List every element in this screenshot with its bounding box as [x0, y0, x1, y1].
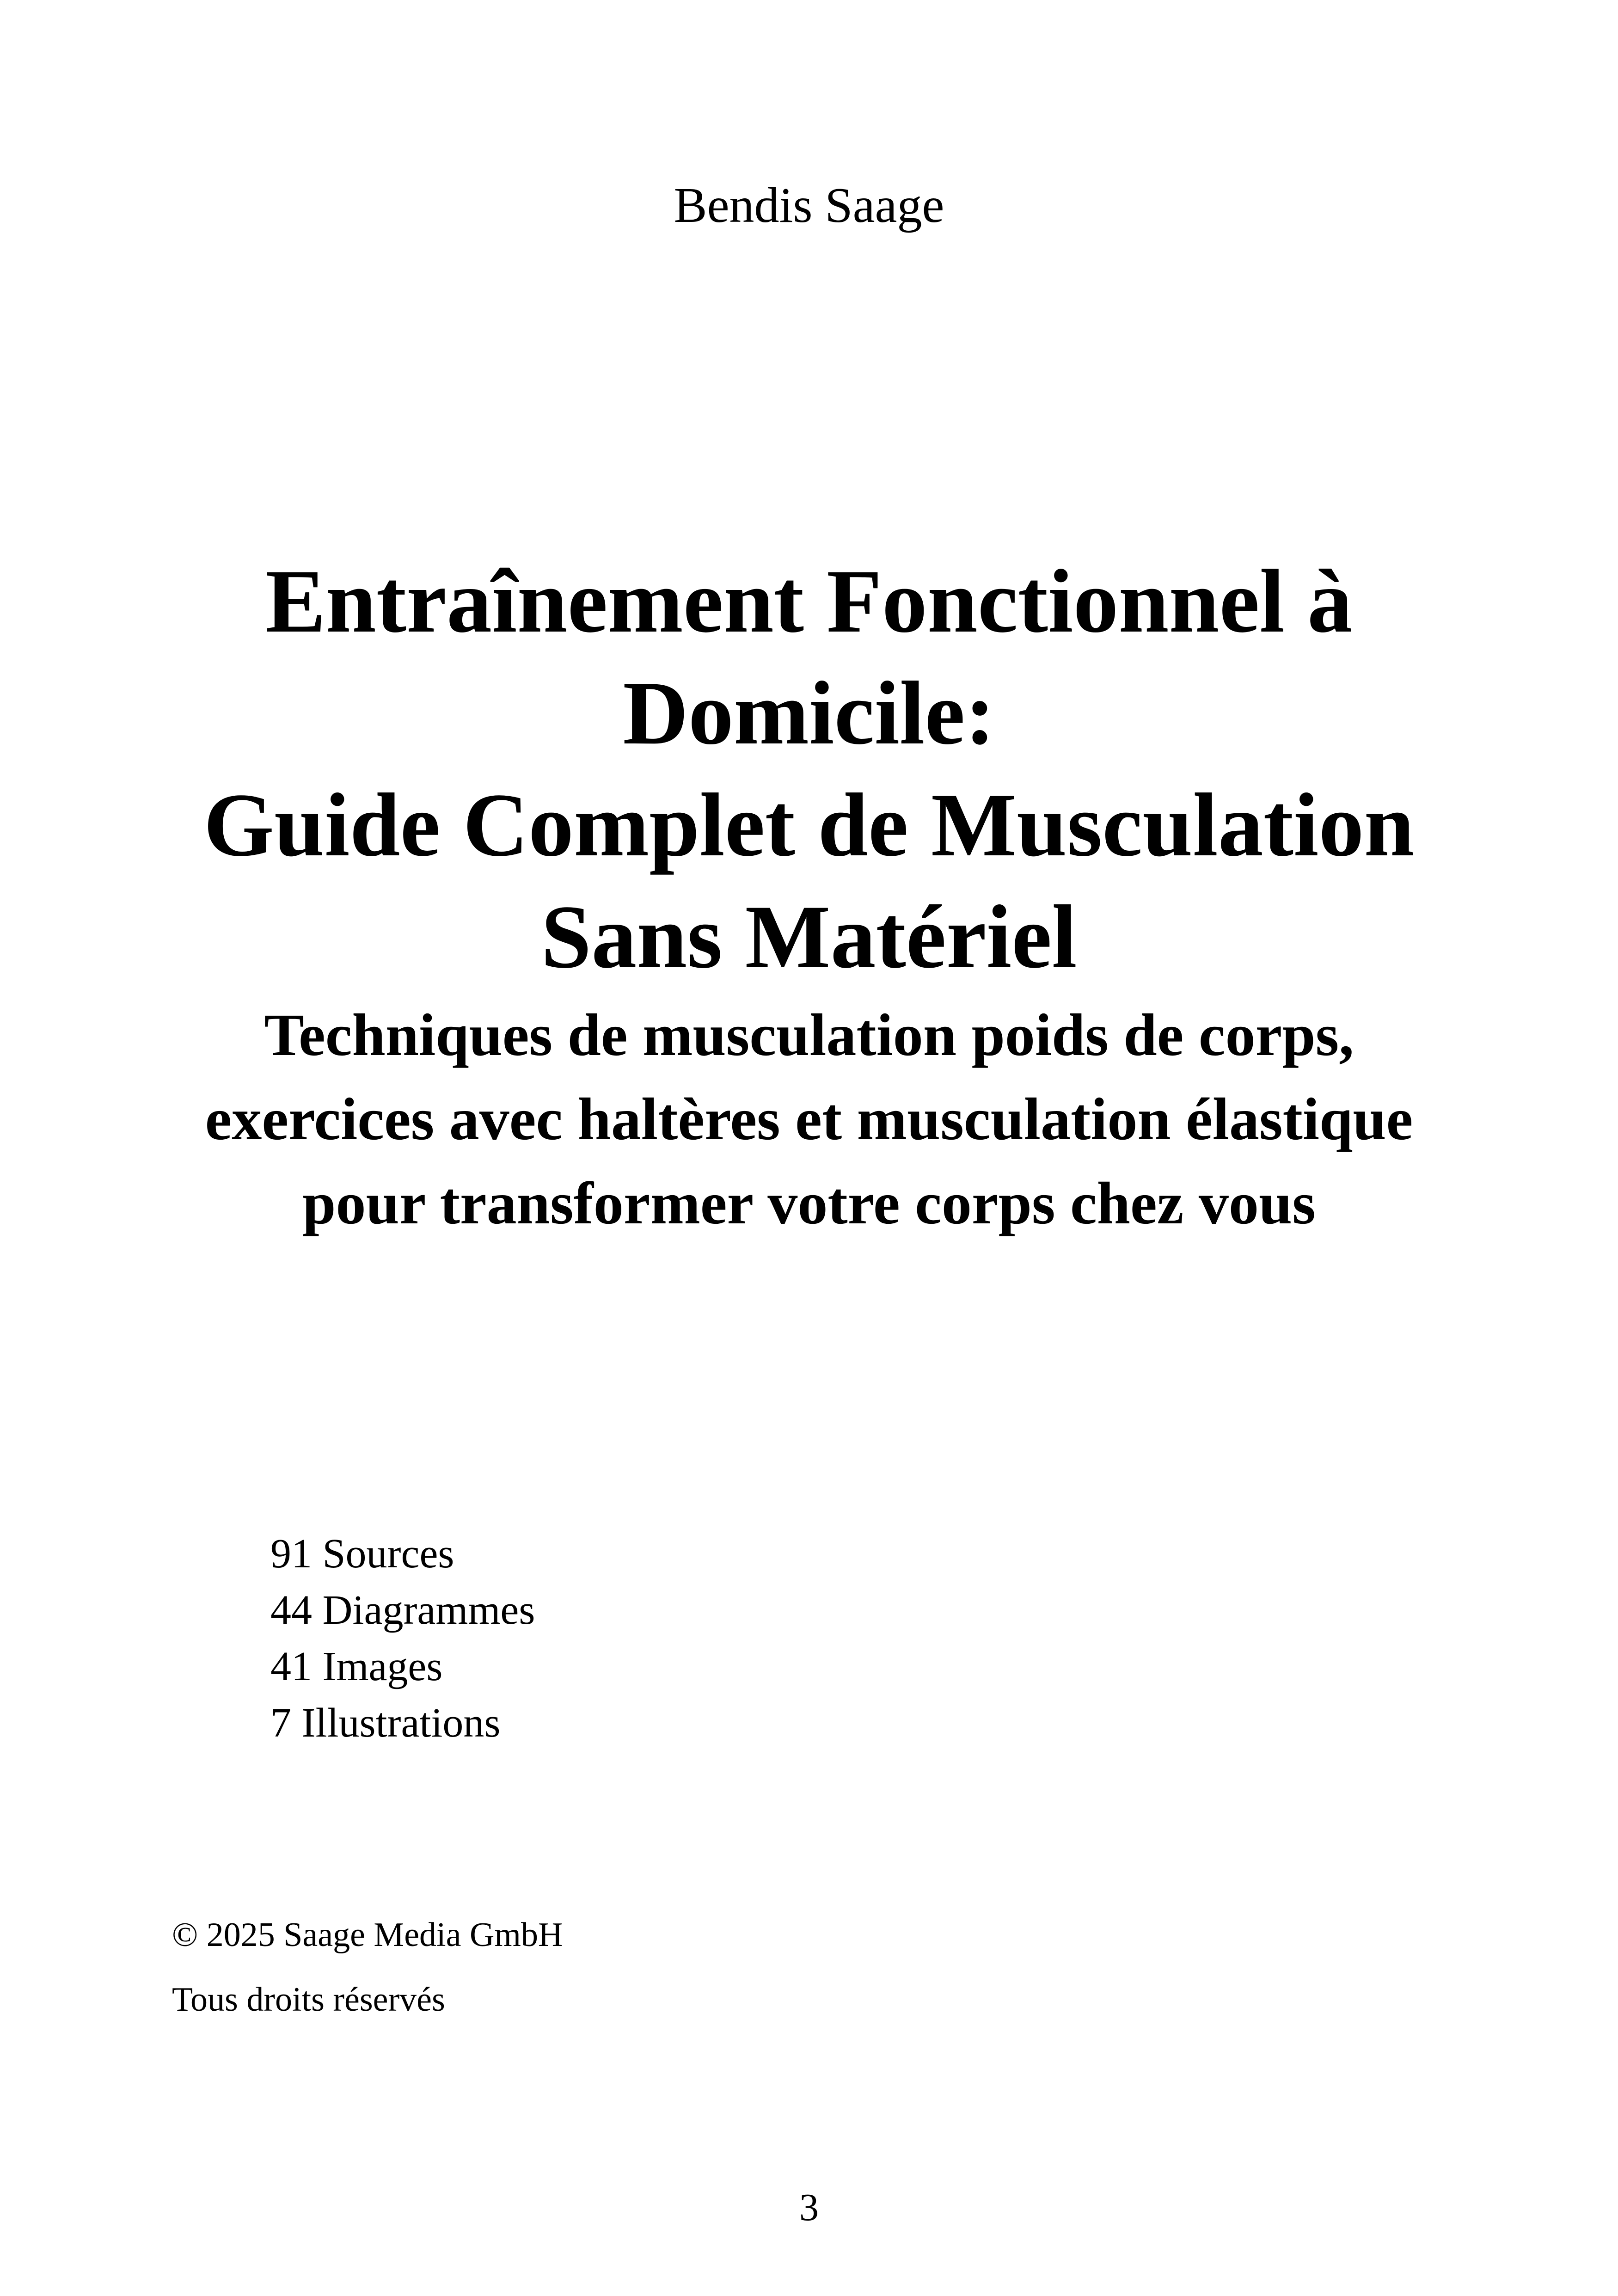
stat-diagrams: 44 Diagrammes — [270, 1587, 535, 1633]
author-name: Bendis Saage — [674, 178, 944, 233]
content-stats-list — [270, 1526, 535, 1751]
stat-images: 41 Images — [270, 1644, 443, 1689]
book-subtitle: Techniques de musculation poids de corps, exercices avec haltères et musculation élastique pour transformer votre corps chez vous — [205, 1002, 1413, 1237]
book-title — [162, 546, 1456, 993]
title-line: Sans Matériel — [541, 887, 1077, 987]
title-line: Entraînement Fonctionnel à — [265, 551, 1353, 651]
stat-sources: 91 Sources — [270, 1531, 454, 1577]
title-block — [162, 546, 1456, 1246]
stat-illustrations: 7 Illustrations — [270, 1700, 501, 1746]
title-line: Domicile: — [623, 663, 995, 763]
rights-notice: Tous droits réservés — [172, 1981, 445, 2019]
copyright-notice: © 2025 Saage Media GmbH — [172, 1916, 563, 1954]
page-number: 3 — [799, 2186, 819, 2229]
title-line: Guide Complet de Musculation — [203, 775, 1415, 875]
